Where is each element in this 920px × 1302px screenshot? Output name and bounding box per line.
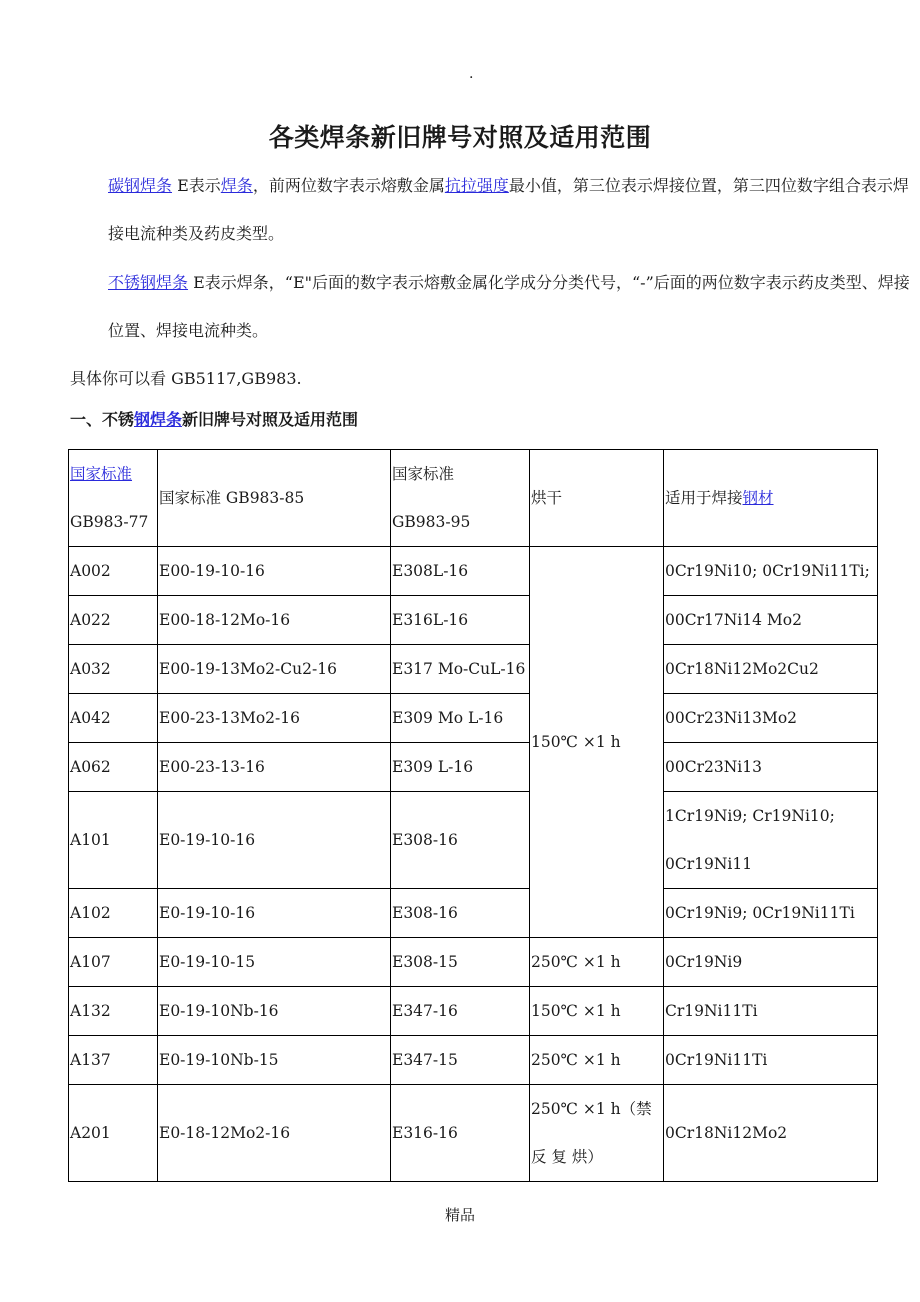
p1-text-3: 最小值，第三位表示焊接位置，第三四位数字组合表示焊接电流种类及药皮类型。 — [108, 176, 909, 243]
link-steel[interactable]: 钢材 — [742, 489, 774, 507]
table-row: A102 E0-19-10-16 E308-16 0Cr19Ni9; 0Cr19Ni11Ti — [69, 889, 878, 938]
merged-drying-cell: 150℃ ×1 h — [530, 547, 664, 938]
section-suffix: 新旧牌号对照及适用范围 — [182, 410, 359, 429]
link-national-standard[interactable]: 国家标准 — [70, 465, 133, 483]
header-gb983-77: 国家标准 GB983-77 — [69, 450, 158, 547]
intro-paragraph-carbon — [70, 162, 916, 258]
table-row: A042 E00-23-13Mo2-16 E309 Mo L-16 00Cr23Ni13Mo2 — [69, 694, 878, 743]
p1-text-2: ，前两位数字表示熔敷金属 — [252, 176, 445, 195]
section-prefix: 一、不锈 — [70, 410, 135, 429]
table-row: A062 E00-23-13-16 E309 L-16 00Cr23Ni13 — [69, 743, 878, 792]
table-row: A107 E0-19-10-15 E308-15 250℃ ×1 h 0Cr19Ni9 — [69, 938, 878, 987]
table-row: A132 E0-19-10Nb-16 E347-16 150℃ ×1 h Cr19Ni11Ti — [69, 987, 878, 1036]
table-row: A032 E00-19-13Mo2-Cu2-16 E317 Mo-CuL-16 0Cr18Ni12Mo2Cu2 — [69, 645, 878, 694]
table-row: A201 E0-18-12Mo2-16 E316-16 250℃ ×1 h（禁 反 复 烘） 0Cr18Ni12Mo2 — [69, 1085, 878, 1182]
header-gb983-85: 国家标准 GB983-85 — [158, 450, 391, 547]
footer-text: 精品 — [444, 1206, 475, 1224]
link-electrode[interactable]: 焊条 — [220, 176, 253, 195]
p1-text-1: E表示 — [172, 176, 221, 195]
header-drying: 烘干 — [530, 450, 664, 547]
intro-paragraph-stainless — [70, 259, 916, 355]
p2-text-1: E表示焊条，“E"后面的数字表示熔敷金属化学成分分类代号，“-”后面的两位数字表示药皮类型、焊接位置、焊接电流种类。 — [108, 273, 910, 340]
header-mark: . — [469, 66, 474, 82]
table-row: A022 E00-18-12Mo-16 E316L-16 00Cr17Ni14 Mo2 — [69, 596, 878, 645]
intro-paragraph-reference: 具体你可以看 GB5117,GB983. — [70, 369, 302, 388]
table-header-row — [69, 450, 878, 547]
link-carbon-steel-electrode[interactable]: 碳钢焊条 — [108, 176, 173, 195]
table-row: A002 E00-19-10-16 E308L-16 150℃ ×1 h 0Cr19Ni10; 0Cr19Ni11Ti; — [69, 547, 878, 596]
header-gb983-95: 国家标准 GB983-95 — [391, 450, 530, 547]
page-title: 各类焊条新旧牌号对照及适用范围 — [268, 123, 652, 152]
electrode-table — [68, 449, 878, 1182]
header-applicable-steel: 适用于焊接钢材 — [664, 450, 878, 547]
section-heading — [70, 407, 358, 430]
link-steel-electrode[interactable]: 钢焊条 — [134, 410, 183, 429]
table-row: A101 E0-19-10-16 E308-16 1Cr19Ni9; Cr19Ni10; 0Cr19Ni11 — [69, 792, 878, 889]
link-tensile-strength[interactable]: 抗拉强度 — [444, 176, 509, 195]
link-stainless-electrode[interactable]: 不锈钢焊条 — [108, 273, 189, 292]
table-row: A137 E0-19-10Nb-15 E347-15 250℃ ×1 h 0Cr19Ni11Ti — [69, 1036, 878, 1085]
